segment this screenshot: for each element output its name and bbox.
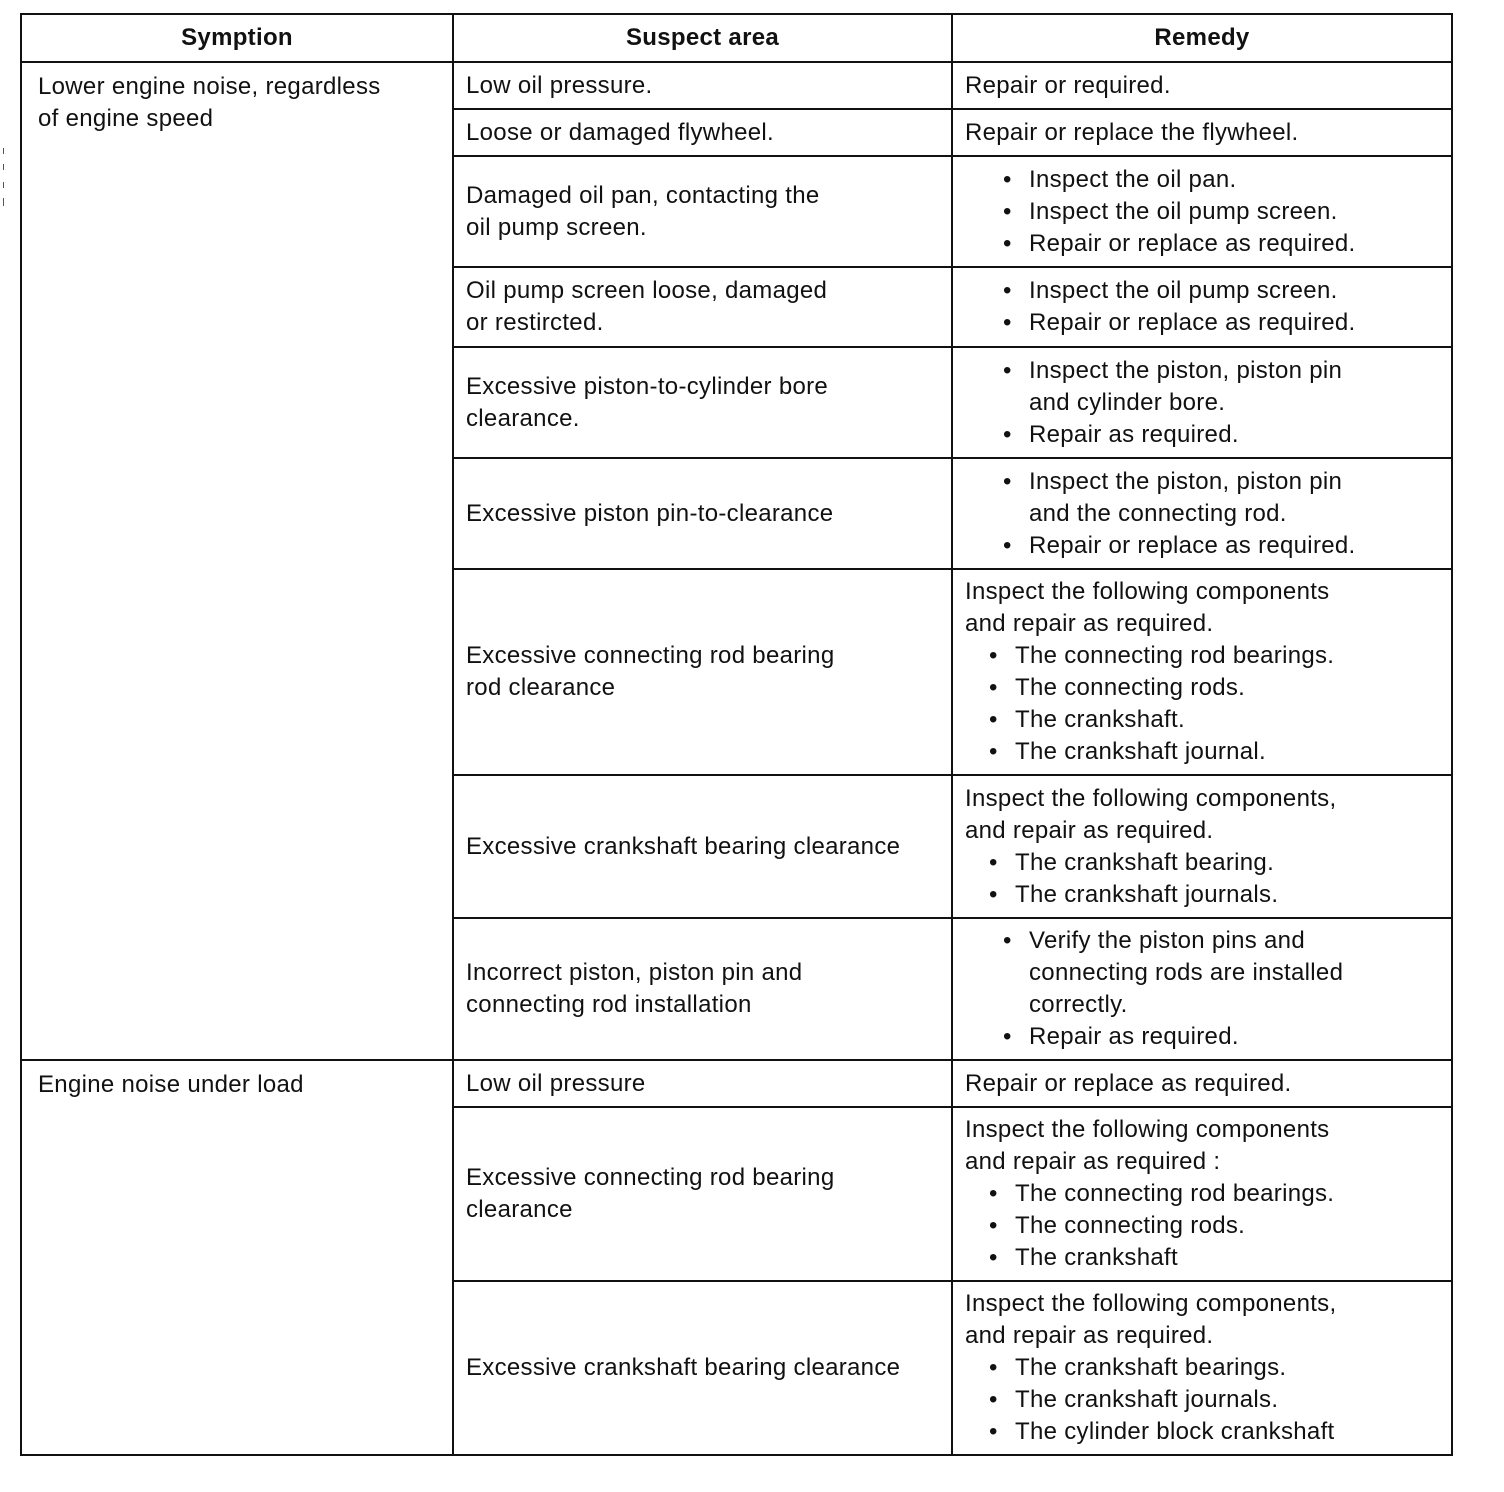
margin-mark <box>3 164 4 170</box>
suspect-area-cell: Excessive crankshaft bearing clearance <box>453 1281 952 1455</box>
remedy-bullet-item: • The cylinder block crankshaft <box>989 1416 1441 1448</box>
remedy-bullet-item: • The crankshaft journals. <box>989 1384 1441 1416</box>
suspect-area-cell: Excessive connecting rod bearing clearance <box>453 1107 952 1281</box>
remedy-bullet-item: • The crankshaft bearing. <box>989 847 1441 879</box>
remedy-cell <box>952 62 1452 109</box>
remedy-cell <box>952 1281 1452 1455</box>
suspect-area-cell: Excessive crankshaft bearing clearance <box>453 775 952 918</box>
remedy-bullet-item: • Inspect the oil pump screen. <box>1003 196 1441 228</box>
suspect-area-cell: Low oil pressure <box>453 1060 952 1107</box>
remedy-bullet-item: • The connecting rods. <box>989 672 1441 704</box>
suspect-area-cell: Low oil pressure. <box>453 62 952 109</box>
remedy-text: Repair or replace as required. <box>965 1069 1292 1097</box>
suspect-area-cell: Incorrect piston, piston pin and connecting rod installation <box>453 918 952 1060</box>
remedy-text: Inspect the following components and repair as required : <box>965 1116 1330 1175</box>
header-symptom: Symption <box>21 14 453 62</box>
suspect-area-cell: Excessive connecting rod bearing rod clearance <box>453 569 952 775</box>
remedy-cell <box>952 458 1452 569</box>
remedy-bullet-item: • Repair as required. <box>1003 1021 1441 1053</box>
remedy-cell <box>952 267 1452 347</box>
remedy-text: Inspect the following components, and repair as required. <box>965 1290 1337 1349</box>
remedy-bullet-item: • Inspect the oil pump screen. <box>1003 275 1441 307</box>
remedy-bullet-item: • Inspect the piston, piston pin and the connecting rod. <box>1003 466 1441 530</box>
header-remedy: Remedy <box>952 14 1452 62</box>
remedy-cell <box>952 775 1452 918</box>
table-row <box>21 62 1452 109</box>
remedy-text: Repair or replace the flywheel. <box>965 118 1299 146</box>
remedy-bullet-item: • The crankshaft journal. <box>989 736 1441 768</box>
remedy-bullet-item: • The crankshaft <box>989 1242 1441 1274</box>
remedy-bullet-item: • Repair or replace as required. <box>1003 530 1441 562</box>
remedy-bullet-list <box>963 1178 1441 1274</box>
troubleshooting-table <box>20 13 1453 1456</box>
remedy-bullet-item: • Verify the piston pins and connecting rods are installed correctly. <box>1003 925 1441 1021</box>
remedy-bullet-item: • Repair or replace as required. <box>1003 307 1441 339</box>
remedy-bullet-item: • Repair or replace as required. <box>1003 228 1441 260</box>
suspect-area-cell: Oil pump screen loose, damaged or restircted. <box>453 267 952 347</box>
remedy-cell <box>952 918 1452 1060</box>
remedy-bullet-item: • The connecting rod bearings. <box>989 640 1441 672</box>
suspect-area-cell: Loose or damaged flywheel. <box>453 109 952 156</box>
remedy-cell <box>952 347 1452 458</box>
remedy-bullet-item: • The connecting rods. <box>989 1210 1441 1242</box>
suspect-area-cell: Excessive piston pin-to-clearance <box>453 458 952 569</box>
remedy-text: Inspect the following components and repair as required. <box>965 578 1330 637</box>
header-row <box>21 14 1452 62</box>
remedy-cell <box>952 156 1452 267</box>
margin-mark <box>3 148 4 154</box>
remedy-cell <box>952 1060 1452 1107</box>
remedy-bullet-item: • Inspect the oil pan. <box>1003 164 1441 196</box>
remedy-bullet-list <box>963 164 1441 260</box>
remedy-text: Repair or required. <box>965 71 1171 99</box>
remedy-cell <box>952 569 1452 775</box>
remedy-bullet-item: • The connecting rod bearings. <box>989 1178 1441 1210</box>
remedy-bullet-list <box>963 466 1441 562</box>
table-body <box>21 62 1452 1455</box>
symptom-cell: Lower engine noise, regardless of engine speed <box>21 62 453 1060</box>
remedy-bullet-list <box>963 1352 1441 1448</box>
remedy-bullet-list <box>963 355 1441 451</box>
margin-mark <box>3 182 4 188</box>
remedy-cell <box>952 1107 1452 1281</box>
remedy-bullet-item: • The crankshaft journals. <box>989 879 1441 911</box>
suspect-area-cell: Damaged oil pan, contacting the oil pump screen. <box>453 156 952 267</box>
remedy-cell <box>952 109 1452 156</box>
header-suspect-area: Suspect area <box>453 14 952 62</box>
remedy-bullet-item: • The crankshaft bearings. <box>989 1352 1441 1384</box>
margin-mark <box>3 198 4 206</box>
remedy-bullet-item: • The crankshaft. <box>989 704 1441 736</box>
remedy-bullet-item: • Repair as required. <box>1003 419 1441 451</box>
suspect-area-cell: Excessive piston-to-cylinder bore clearance. <box>453 347 952 458</box>
remedy-text: Inspect the following components, and repair as required. <box>965 784 1337 844</box>
remedy-bullet-list <box>963 925 1441 1053</box>
table-row <box>21 1060 1452 1107</box>
remedy-bullet-item: • Inspect the piston, piston pin and cylinder bore. <box>1003 355 1441 419</box>
remedy-bullet-list <box>963 275 1441 339</box>
symptom-cell: Engine noise under load <box>21 1060 453 1455</box>
remedy-bullet-list <box>963 640 1441 768</box>
remedy-bullet-list <box>963 847 1441 911</box>
